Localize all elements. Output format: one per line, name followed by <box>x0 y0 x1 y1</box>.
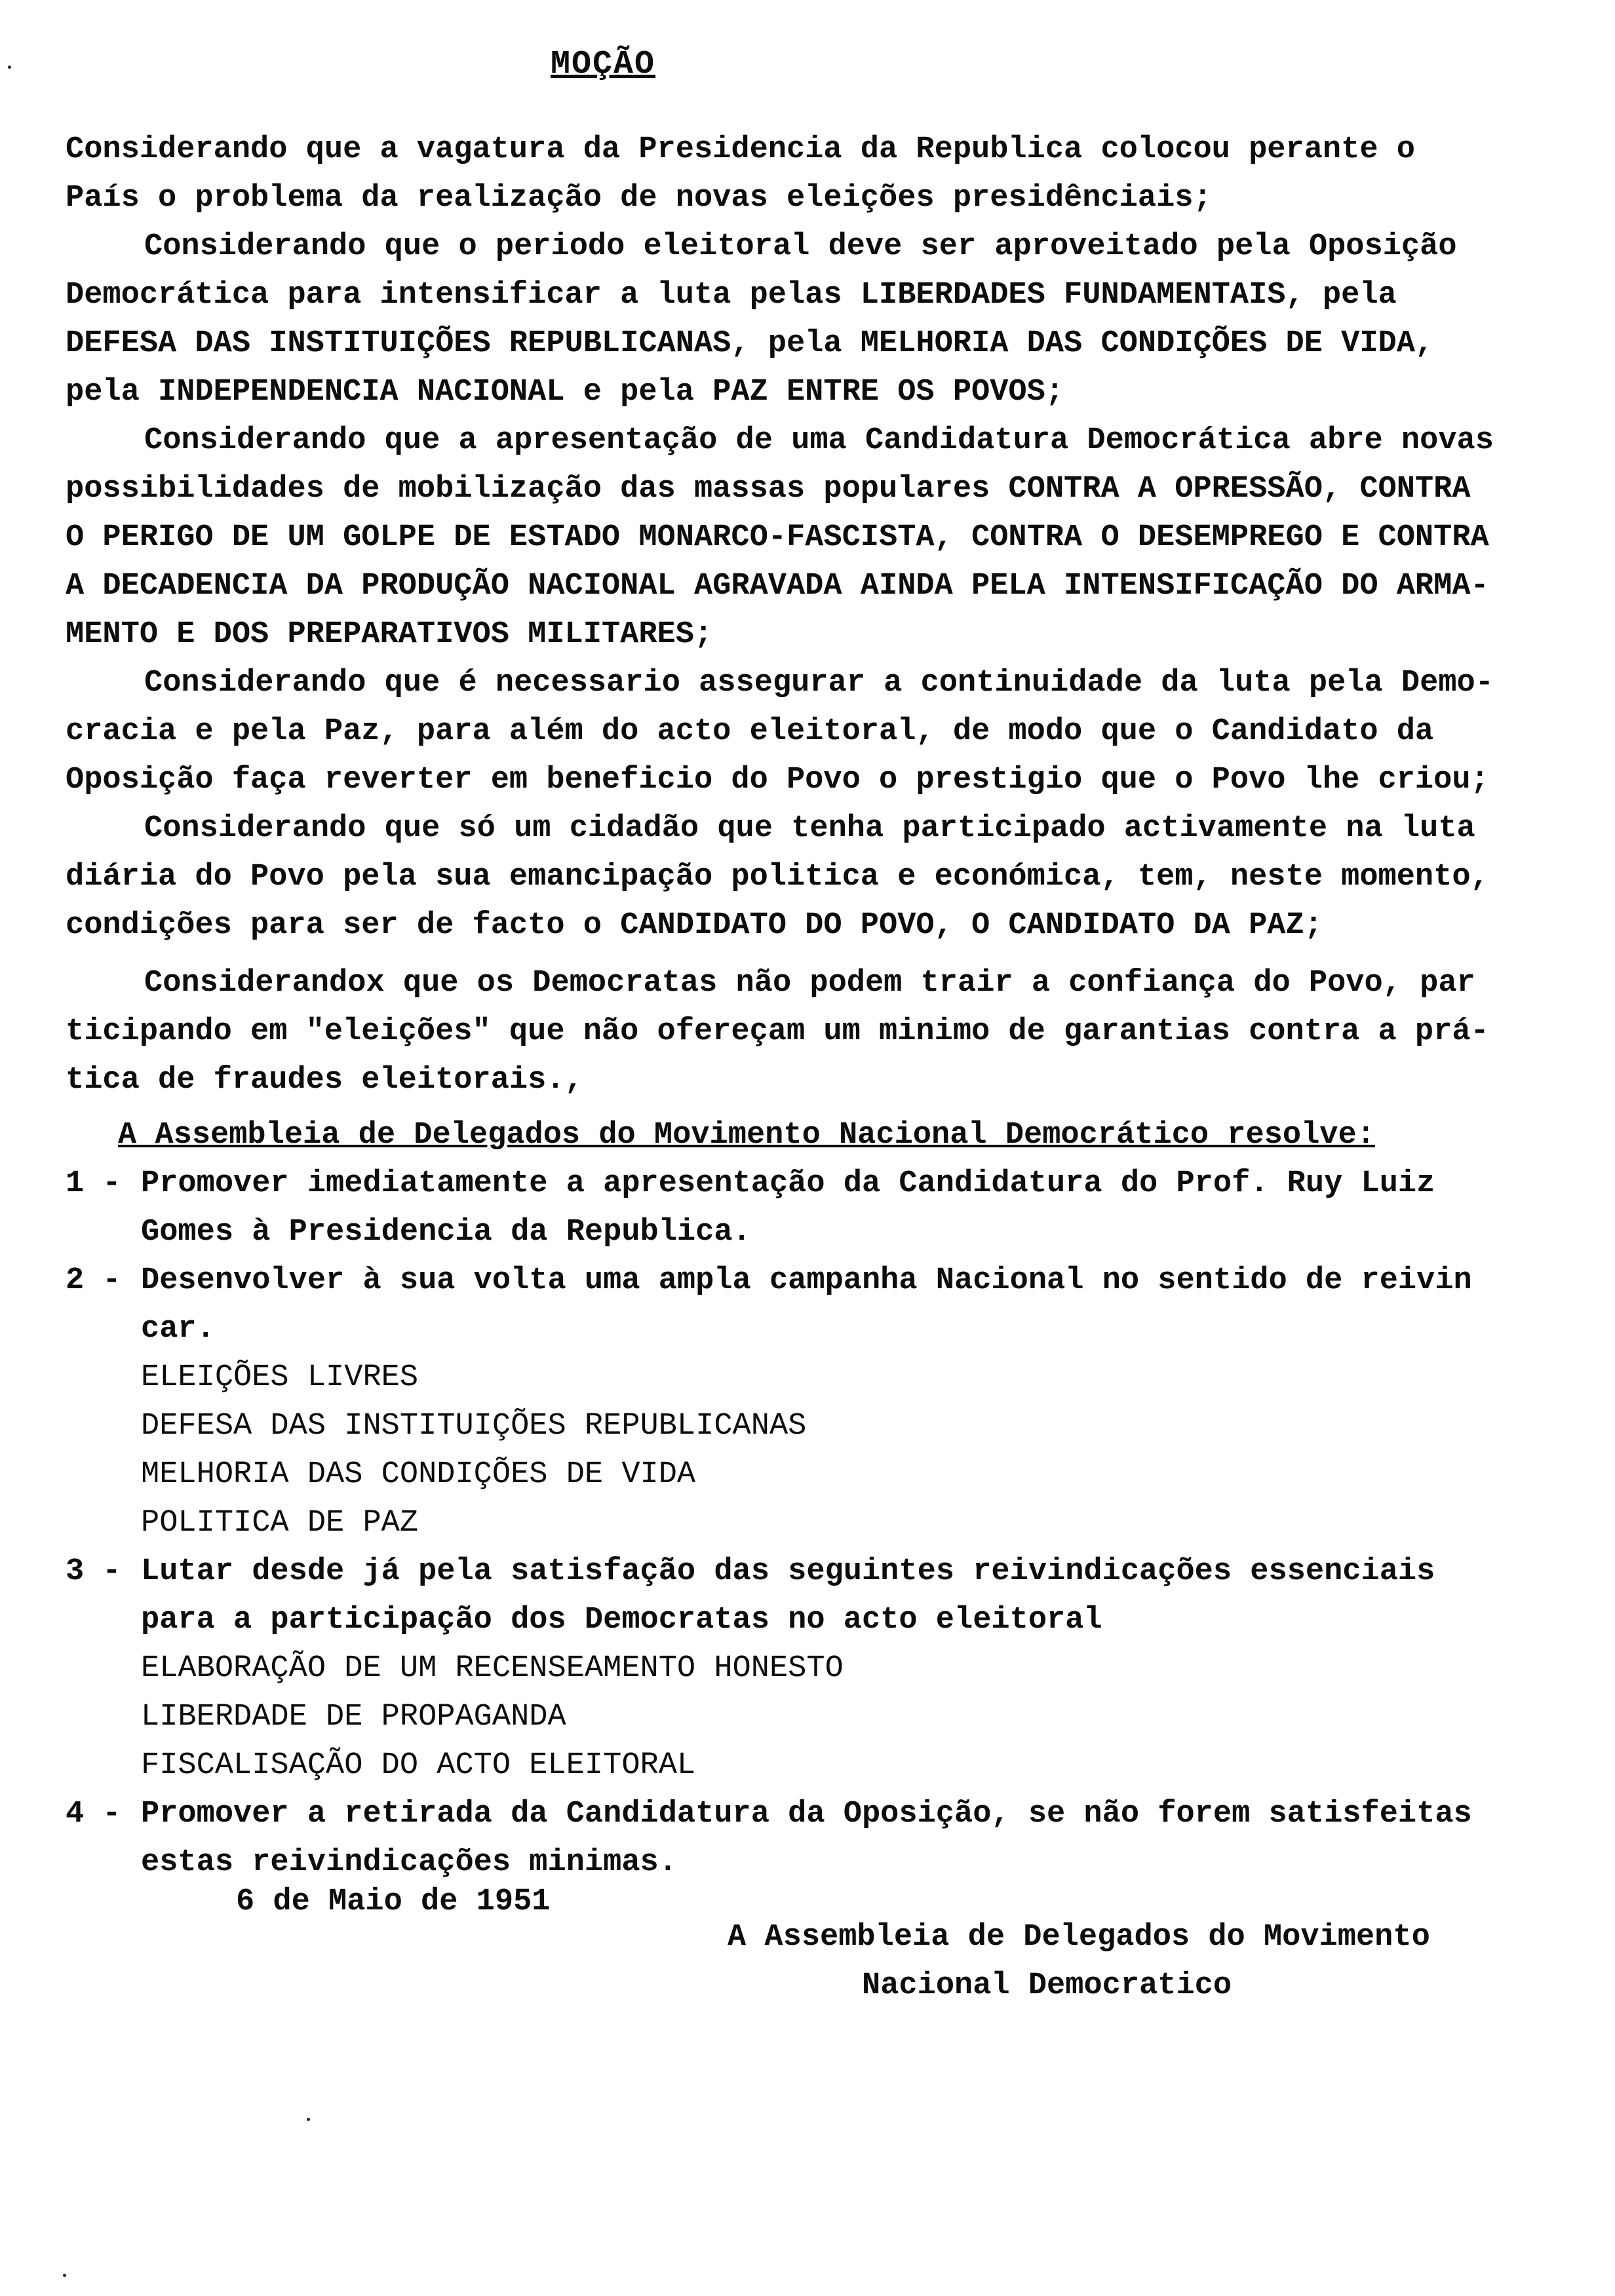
paragraph-line: A DECADENCIA DA PRODUÇÃO NACIONAL AGRAVADA AINDA PELA INTENSIFICAÇÃO DO ARMA- <box>66 569 1489 603</box>
resolution-item-2 <box>66 1257 1573 1548</box>
paragraph-1 <box>66 126 1573 223</box>
paragraph-line: tica de fraudes eleitorais., <box>66 1063 583 1098</box>
paragraph-line: condições para ser de facto o CANDIDATO DO POVO, O CANDIDATO DA PAZ; <box>66 908 1323 943</box>
paragraph-line: Oposição faça reverter em beneficio do Povo o prestigio que o Povo lhe criou; <box>66 763 1489 797</box>
demand-line: ELEIÇÕES LIVRES <box>141 1360 419 1395</box>
item-line: para a participação dos Democratas no acto eleitoral <box>141 1603 1102 1637</box>
resolution-item-1 <box>66 1160 1573 1257</box>
scan-speck <box>8 66 11 69</box>
item-line: Promover imediatamente a apresentação da Candidatura do Prof. Ruy Luiz <box>141 1166 1435 1201</box>
paragraph-line: diária do Povo pela sua emancipação politica e económica, tem, neste momento, <box>66 860 1489 894</box>
paragraph-line: País o problema da realização de novas eleições presidênciais; <box>66 181 1212 216</box>
resolution-item-3 <box>66 1548 1573 1790</box>
paragraph-line: Considerandox que os Democratas não podem trair a confiança do Povo, par <box>144 966 1475 1001</box>
item-line: estas reivindicações minimas. <box>141 1845 677 1880</box>
paragraph-4 <box>66 659 1573 805</box>
signature-line-2: Nacional Democratico <box>862 1968 1232 2003</box>
paragraph-line: MENTO E DOS PREPARATIVOS MILITARES; <box>66 617 713 652</box>
paragraph-6 <box>66 959 1573 1105</box>
item-line: Lutar desde já pela satisfação das seguintes reivindicações essenciais <box>141 1554 1435 1589</box>
scan-speck <box>63 2274 66 2277</box>
item-line: Promover a retirada da Candidatura da Oposição, se não forem satisfeitas <box>141 1797 1472 1831</box>
resolution-item-4 <box>66 1790 1573 1887</box>
item-line: Gomes à Presidencia da Republica. <box>141 1215 751 1250</box>
demand-line: LIBERDADE DE PROPAGANDA <box>141 1700 566 1734</box>
paragraph-line: DEFESA DAS INSTITUIÇÕES REPUBLICANAS, pela MELHORIA DAS CONDIÇÕES DE VIDA, <box>66 326 1434 361</box>
demand-line: MELHORIA DAS CONDIÇÕES DE VIDA <box>141 1457 696 1492</box>
paragraph-line: ticipando em "eleições" que não ofereçam um minimo de garantias contra a prá- <box>66 1014 1489 1049</box>
paragraph-line: O PERIGO DE UM GOLPE DE ESTADO MONARCO-FASCISTA, CONTRA O DESEMPREGO E CONTRA <box>66 520 1489 555</box>
resolve-heading: A Assembleia de Delegados do Movimento Nacional Democrático resolve: <box>118 1118 1375 1153</box>
demand-line: POLITICA DE PAZ <box>141 1506 419 1540</box>
paragraph-line: Democrática para intensificar a luta pelas LIBERDADES FUNDAMENTAIS, pela <box>66 278 1397 313</box>
signature-block <box>728 1913 1430 2010</box>
paragraph-line: Considerando que a vagatura da Presidencia da Republica colocou perante o <box>66 132 1415 167</box>
signature-line-1: A Assembleia de Delegados do Movimento <box>728 1920 1430 1955</box>
paragraph-line: Considerando que a apresentação de uma Candidatura Democrática abre novas <box>144 423 1494 458</box>
item-number: 3 - <box>66 1554 121 1589</box>
document-title: MOÇÃO <box>551 46 656 83</box>
demand-line: FISCALISAÇÃO DO ACTO ELEITORAL <box>141 1748 696 1783</box>
item-number: 2 - <box>66 1263 121 1298</box>
paragraph-3 <box>66 417 1573 659</box>
paragraph-line: pela INDEPENDENCIA NACIONAL e pela PAZ ENTRE OS POVOS; <box>66 375 1064 410</box>
scan-speck <box>307 2118 310 2121</box>
item-number: 4 - <box>66 1797 121 1831</box>
item-number: 1 - <box>66 1166 121 1201</box>
paragraph-line: Considerando que o periodo eleitoral deve ser aproveitado pela Oposição <box>144 229 1457 264</box>
paragraph-5 <box>66 805 1573 950</box>
item-line: car. <box>141 1312 215 1347</box>
demand-line: DEFESA DAS INSTITUIÇÕES REPUBLICANAS <box>141 1409 807 1444</box>
document-date: 6 de Maio de 1951 <box>236 1885 551 1919</box>
paragraph-line: cracia e pela Paz, para além do acto eleitoral, de modo que o Candidato da <box>66 714 1434 749</box>
paragraph-line: Considerando que só um cidadão que tenha participado activamente na luta <box>144 811 1475 846</box>
paragraph-2 <box>66 223 1573 417</box>
demand-line: ELABORAÇÃO DE UM RECENSEAMENTO HONESTO <box>141 1651 844 1686</box>
paragraph-line: possibilidades de mobilização das massas populares CONTRA A OPRESSÃO, CONTRA <box>66 472 1471 507</box>
paragraph-line: Considerando que é necessario assegurar a continuidade da luta pela Demo- <box>144 666 1494 700</box>
item-line: Desenvolver à sua volta uma ampla campanha Nacional no sentido de reivin <box>141 1263 1472 1298</box>
